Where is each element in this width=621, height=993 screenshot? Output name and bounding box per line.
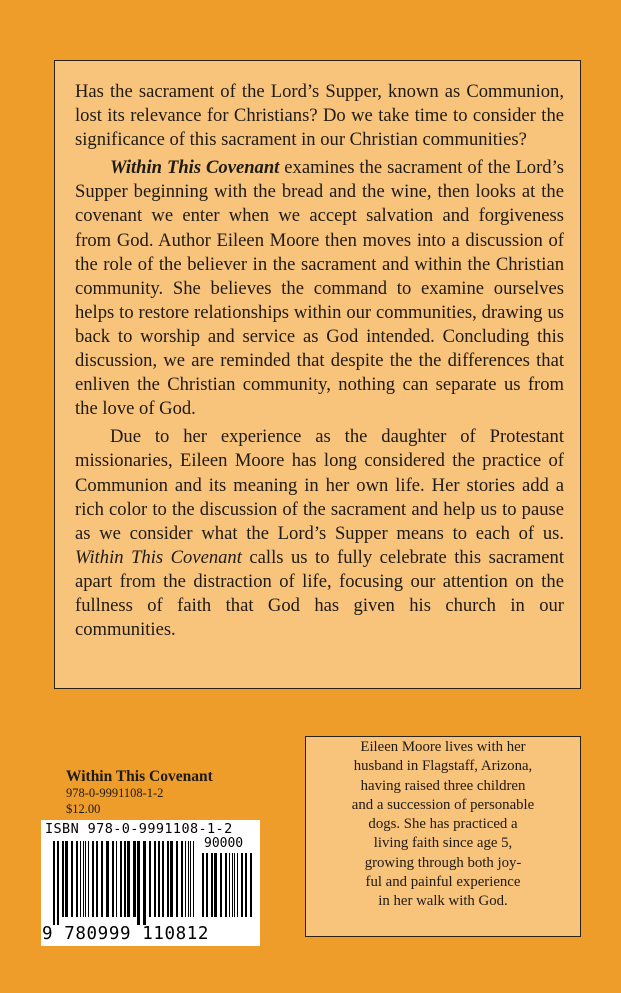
author-bio-line: husband in Flagstaff, Arizona,: [353, 758, 533, 775]
barcode-bar: [185, 841, 186, 917]
barcode-bar: [116, 841, 117, 917]
barcode-bar: [176, 841, 178, 917]
author-bio: [305, 738, 581, 912]
author-bio-line: Eileen Moore lives with her: [360, 739, 526, 755]
barcode-addon-bars: [202, 853, 257, 925]
description-paragraph-3-end: calls us to fully celebrate this sacrament apart from the distraction of life, focusing our attention on the fullness of faith that God has given his church in our communities.: [75, 546, 564, 641]
description-paragraph-2-text: examines the sacrament of the Lord’s Supper beginning with the bread and the wine, then looks at the covenant we enter when we accept salvation and forgiveness from God. Author Eileen Moore then moves into a discussion of the role of the believer in the sacrament and within the Christian community. She believes the command to examine ourselves helps to restore relationships within our communities, drawing us back to worship and service as God intended. Concluding this discussion, we are reminded that despite the the differences that enliven the Christian community, nothing can separate us from the love of God.: [75, 157, 564, 420]
barcode-bar: [245, 853, 247, 917]
isbn-text: 978-0-9991108-1-2: [66, 786, 164, 800]
barcode-bar: [211, 853, 213, 917]
description-text: [75, 80, 564, 646]
barcode-bar: [167, 841, 169, 917]
barcode-bar: [193, 841, 194, 917]
barcode-bar: [53, 841, 55, 925]
barcode-bar: [158, 841, 160, 917]
barcode-bar: [101, 841, 103, 917]
barcode-bar: [220, 853, 222, 917]
barcode-bar: [237, 853, 238, 917]
barcode-bar: [250, 853, 252, 917]
barcode-bar: [162, 841, 164, 917]
barcode-bar: [65, 841, 68, 917]
author-bio-line: ful and painful experience: [365, 874, 521, 891]
barcode-bar: [241, 853, 243, 917]
author-bio-line: in her walk with God.: [378, 893, 508, 910]
barcode-bar: [120, 841, 122, 917]
description-paragraph-2: [75, 156, 564, 421]
book-title-emphasis: Within This Covenant: [110, 157, 280, 179]
barcode-bar: [229, 853, 230, 917]
barcode-bar: [80, 841, 81, 917]
barcode-bar: [88, 841, 89, 917]
book-info: [66, 767, 213, 817]
author-bio-line: having raised three children: [360, 777, 526, 794]
barcode-bar: [202, 853, 204, 917]
barcode-bar: [127, 841, 130, 917]
barcode-bar: [154, 841, 156, 917]
author-bio-line: living faith since age 5,: [373, 835, 513, 852]
barcode-bar: [83, 841, 84, 917]
barcode-bar: [106, 841, 109, 917]
description-paragraph-1: Has the sacrament of the Lord’s Supper, known as Communion, lost its relevance for Christians? Do we take time to consider the significance of this sacrament in our Christian communities?: [75, 81, 564, 151]
barcode-bar: [149, 841, 151, 917]
barcode-bar: [57, 841, 59, 925]
barcode-bar: [112, 841, 114, 917]
barcode: [41, 820, 260, 946]
barcode-bar: [190, 841, 191, 917]
price-text: $12.00: [66, 801, 101, 816]
barcode-bar: [206, 853, 208, 917]
barcode-bars: [53, 841, 199, 925]
barcode-bar: [133, 841, 136, 917]
barcode-bar: [124, 841, 126, 917]
barcode-bar: [92, 841, 94, 917]
book-title: Within This Covenant: [66, 768, 213, 785]
author-bio-line: growing through both joy-: [364, 854, 522, 871]
barcode-bar: [137, 841, 140, 925]
description-paragraph-3: [75, 425, 564, 642]
barcode-bar: [225, 853, 227, 917]
barcode-bar: [170, 841, 173, 917]
barcode-bar: [76, 841, 78, 917]
barcode-bar: [232, 853, 233, 917]
barcode-isbn-label: ISBN 978-0-9991108-1-2: [45, 821, 233, 837]
barcode-digits: 9 780999 110812: [42, 924, 210, 944]
barcode-bar: [181, 841, 183, 917]
barcode-bar: [214, 853, 217, 917]
barcode-bar: [96, 841, 98, 917]
author-bio-line: and a succession of personable: [351, 796, 535, 813]
barcode-bar: [71, 841, 73, 917]
barcode-bar: [234, 853, 235, 917]
description-paragraph-3-text: Due to her experience as the daughter of Protestant missionaries, Eileen Moore has long considered the practice of Communion and its meaning in her own life. Her stories add a rich color to the discussion of the sacrament and help us to pause as we consider what the Lord’s Supper means to each of us.: [75, 426, 564, 544]
book-title-italic: Within This Covenant: [75, 546, 242, 568]
barcode-bar: [188, 841, 189, 917]
author-bio-line: dogs. She has practiced a: [368, 816, 518, 833]
barcode-bar: [62, 841, 64, 917]
barcode-bar: [143, 841, 146, 925]
barcode-bar: [85, 841, 86, 917]
barcode-addon-digits: 90000: [204, 836, 244, 851]
